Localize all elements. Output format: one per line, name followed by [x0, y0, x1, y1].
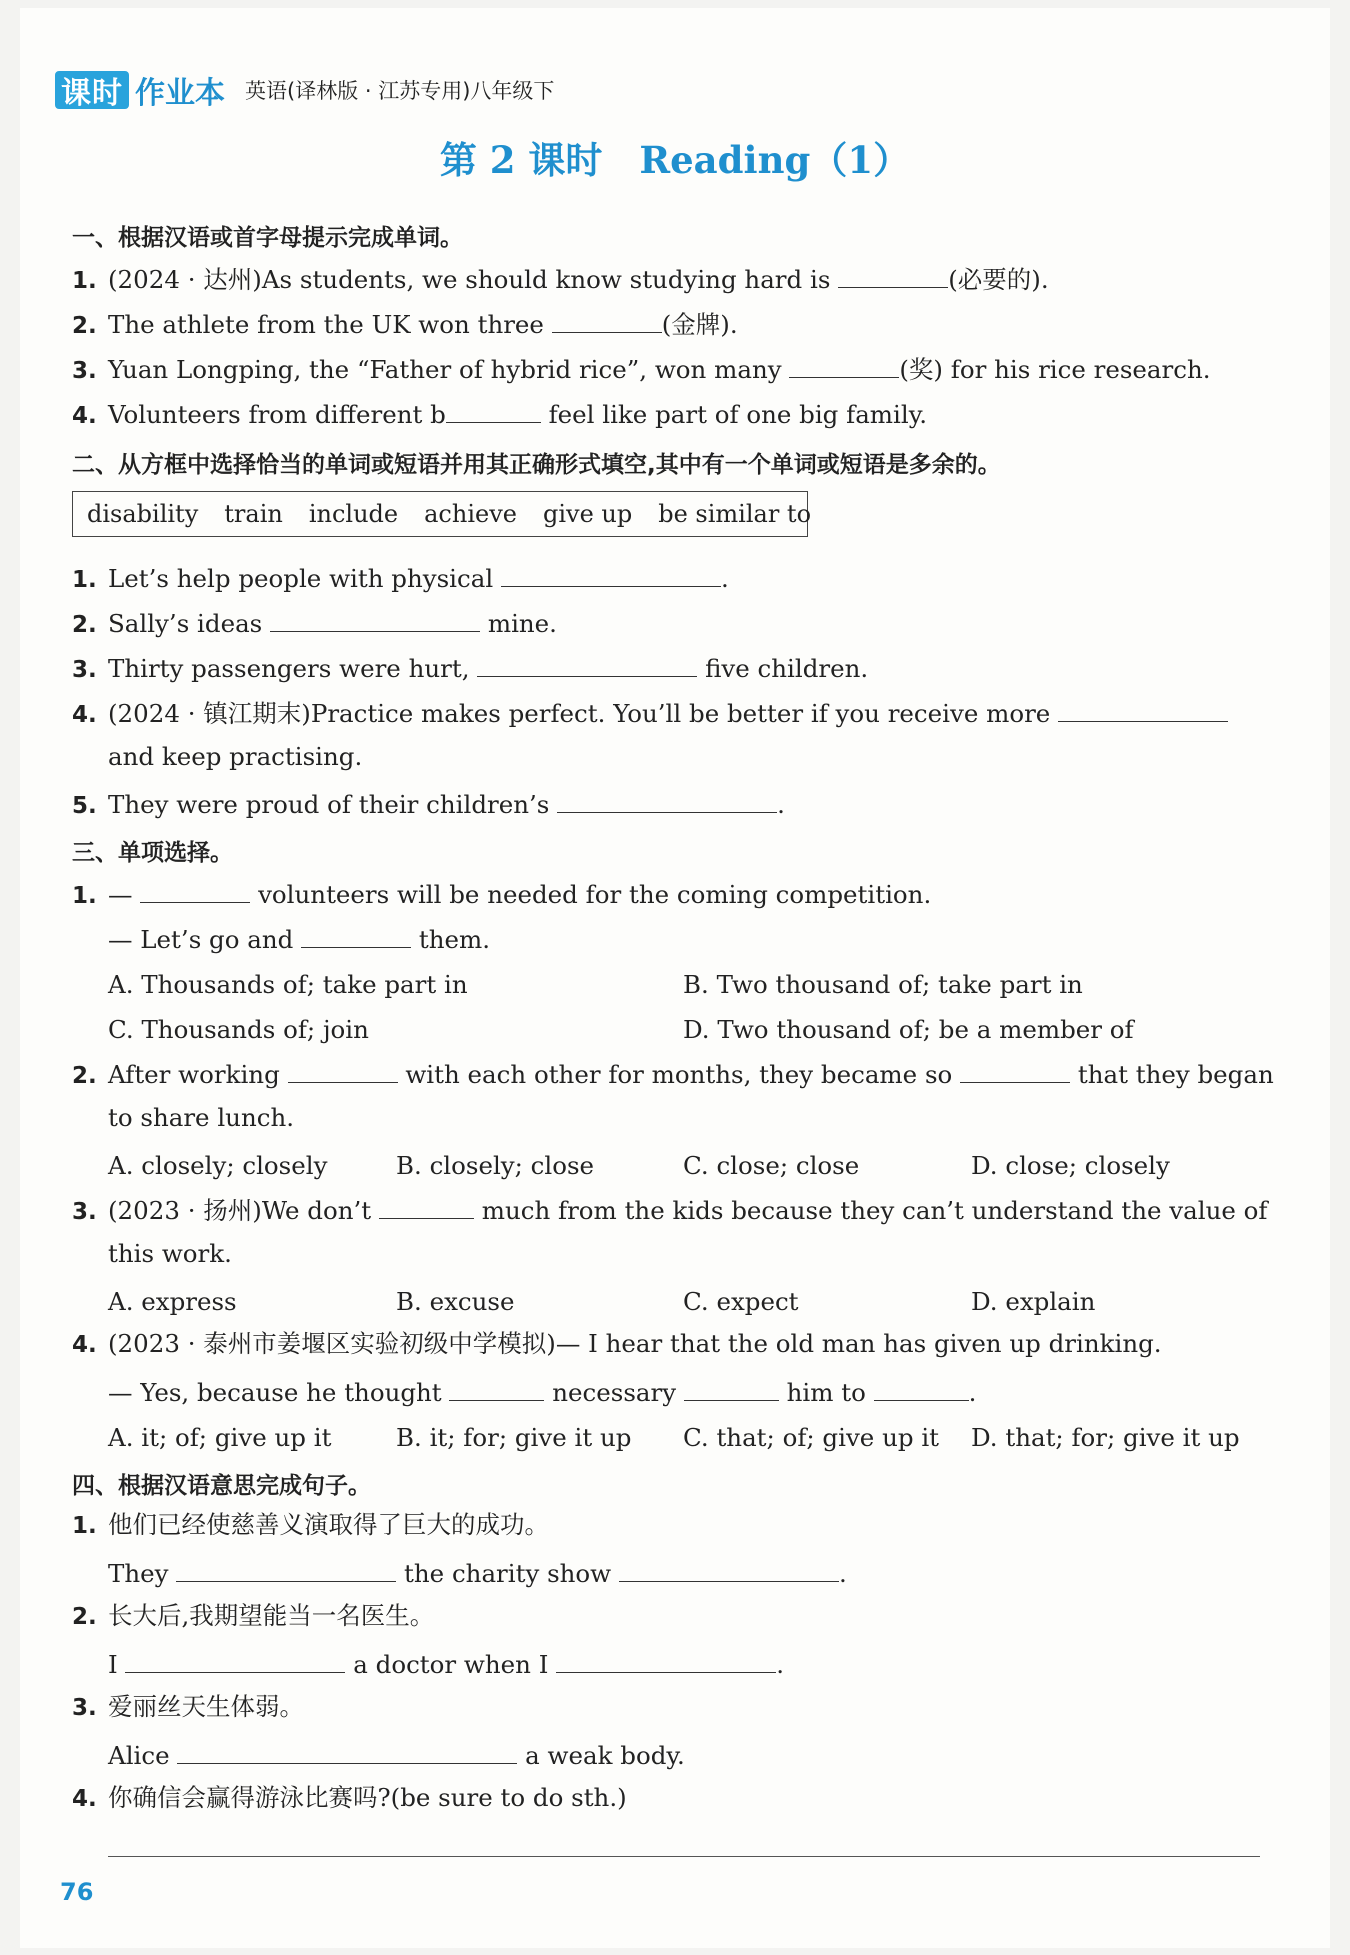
s3-q4-option-a[interactable]: A. it; of; give up it: [108, 1423, 332, 1452]
s3-q3: 3. (2023 · 扬州)We don’t much from the kids because they can’t understand the value of: [72, 1196, 1268, 1225]
s3-q1-reply: — Let’s go and them.: [108, 925, 491, 954]
s2-q4-continued: and keep practising.: [108, 742, 363, 771]
s3-q3-option-b[interactable]: B. excuse: [396, 1287, 515, 1316]
s4-q3: 3. 爱丽丝天生体弱。: [72, 1692, 304, 1721]
s3-q2-option-b[interactable]: B. closely; close: [396, 1151, 595, 1180]
answer-blank[interactable]: [619, 1559, 839, 1582]
answer-blank[interactable]: [125, 1650, 345, 1673]
s3-q2-option-d[interactable]: D. close; closely: [971, 1151, 1170, 1180]
s4-q4: 4. 你确信会赢得游泳比赛吗?(be sure to do sth.): [72, 1783, 627, 1812]
s1-q2: 2. The athlete from the UK won three (金牌).: [72, 310, 738, 339]
answer-blank[interactable]: [477, 654, 697, 677]
s2-q1: 1. Let’s help people with physical .: [72, 564, 729, 593]
answer-blank[interactable]: [176, 1559, 396, 1582]
s2-q4: 4. (2024 · 镇江期末)Practice makes perfect. You’ll be better if you receive more: [72, 699, 1228, 727]
word-box: [72, 491, 812, 537]
answer-blank[interactable]: [379, 1196, 474, 1219]
s3-q3-option-c[interactable]: C. expect: [683, 1287, 799, 1316]
answer-blank[interactable]: [789, 355, 899, 378]
answer-blank[interactable]: [960, 1060, 1070, 1083]
lesson-title: 第 2 课时 Reading（1）: [439, 138, 911, 182]
s4-q2-answer: I a doctor when I .: [108, 1650, 784, 1679]
word-option: achieve: [424, 500, 517, 528]
section-1-title: 一、根据汉语或首字母提示完成单词。: [72, 225, 463, 251]
answer-blank[interactable]: [557, 790, 777, 813]
s4-q1: 1. 他们已经使慈善义演取得了巨大的成功。: [72, 1510, 549, 1539]
answer-line[interactable]: [108, 1856, 1260, 1857]
answer-blank[interactable]: [449, 1378, 544, 1401]
s4-q3-answer: Alice a weak body.: [108, 1741, 685, 1770]
s3-q4-option-c[interactable]: C. that; of; give up it: [683, 1423, 940, 1452]
s3-q3-option-a[interactable]: A. express: [108, 1287, 237, 1316]
header: [55, 68, 554, 112]
page-number: 76: [60, 1878, 94, 1906]
answer-blank[interactable]: [838, 265, 948, 288]
answer-blank[interactable]: [874, 1378, 969, 1401]
answer-blank[interactable]: [288, 1060, 398, 1083]
section-3-title: 三、单项选择。: [72, 840, 233, 866]
answer-blank[interactable]: [556, 1650, 776, 1673]
answer-blank[interactable]: [501, 564, 721, 587]
word-option: include: [308, 500, 399, 528]
s3-q2: 2. After working with each other for months, they became so that they began: [72, 1060, 1274, 1089]
answer-blank[interactable]: [684, 1378, 779, 1401]
s3-q2-option-a[interactable]: A. closely; closely: [108, 1151, 328, 1180]
s3-q4: 4. (2023 · 泰州市姜堰区实验初级中学模拟)— I hear that the old man has given up drinking.: [72, 1329, 1162, 1358]
s3-q3-option-d[interactable]: D. explain: [971, 1287, 1096, 1316]
word-option: be similar to: [658, 500, 812, 528]
answer-blank[interactable]: [446, 400, 541, 423]
s3-q4-option-b[interactable]: B. it; for; give it up: [396, 1423, 632, 1452]
answer-blank[interactable]: [270, 609, 480, 632]
section-4-title: 四、根据汉语意思完成句子。: [72, 1473, 371, 1499]
s3-q4-reply: — Yes, because he thought necessary him to .: [108, 1378, 977, 1407]
s3-q1: 1. — volunteers will be needed for the coming competition.: [72, 880, 932, 909]
s3-q1-option-d[interactable]: D. Two thousand of; be a member of: [683, 1015, 1134, 1044]
word-option: disability: [87, 500, 199, 528]
s3-q3-continued: this work.: [108, 1239, 232, 1268]
s2-q2: 2. Sally’s ideas mine.: [72, 609, 557, 638]
section-2-title: 二、从方框中选择恰当的单词或短语并用其正确形式填空,其中有一个单词或短语是多余的。: [72, 452, 1001, 478]
logo-mark: 课时: [55, 71, 129, 109]
s3-q1-option-c[interactable]: C. Thousands of; join: [108, 1015, 369, 1044]
s1-q1: 1. (2024 · 达州)As students, we should know studying hard is (必要的).: [72, 265, 1049, 294]
s3-q2-option-c[interactable]: C. close; close: [683, 1151, 860, 1180]
s2-q5: 5. They were proud of their children’s .: [72, 790, 785, 819]
s4-q1-answer: They the charity show .: [108, 1559, 847, 1588]
s3-q1-option-a[interactable]: A. Thousands of; take part in: [108, 970, 468, 999]
s1-q4: 4. Volunteers from different b feel like part of one big family.: [72, 400, 928, 429]
logo-text: 作业本: [135, 76, 225, 111]
answer-blank[interactable]: [301, 925, 411, 948]
answer-blank[interactable]: [177, 1741, 517, 1764]
s4-q2: 2. 长大后,我期望能当一名医生。: [72, 1601, 435, 1630]
answer-blank[interactable]: [552, 310, 662, 333]
word-option: give up: [542, 500, 633, 528]
s1-q3: 3. Yuan Longping, the “Father of hybrid rice”, won many (奖) for his rice research.: [72, 355, 1211, 384]
answer-blank[interactable]: [140, 880, 250, 903]
s3-q1-option-b[interactable]: B. Two thousand of; take part in: [683, 970, 1083, 999]
s3-q4-option-d[interactable]: D. that; for; give it up: [971, 1423, 1240, 1452]
word-option: train: [224, 500, 283, 528]
s3-q2-continued: to share lunch.: [108, 1103, 295, 1132]
answer-blank[interactable]: [1058, 699, 1228, 722]
book-info: 英语(译林版 · 江苏专用)八年级下: [245, 79, 555, 103]
s2-q3: 3. Thirty passengers were hurt, five children.: [72, 654, 869, 683]
